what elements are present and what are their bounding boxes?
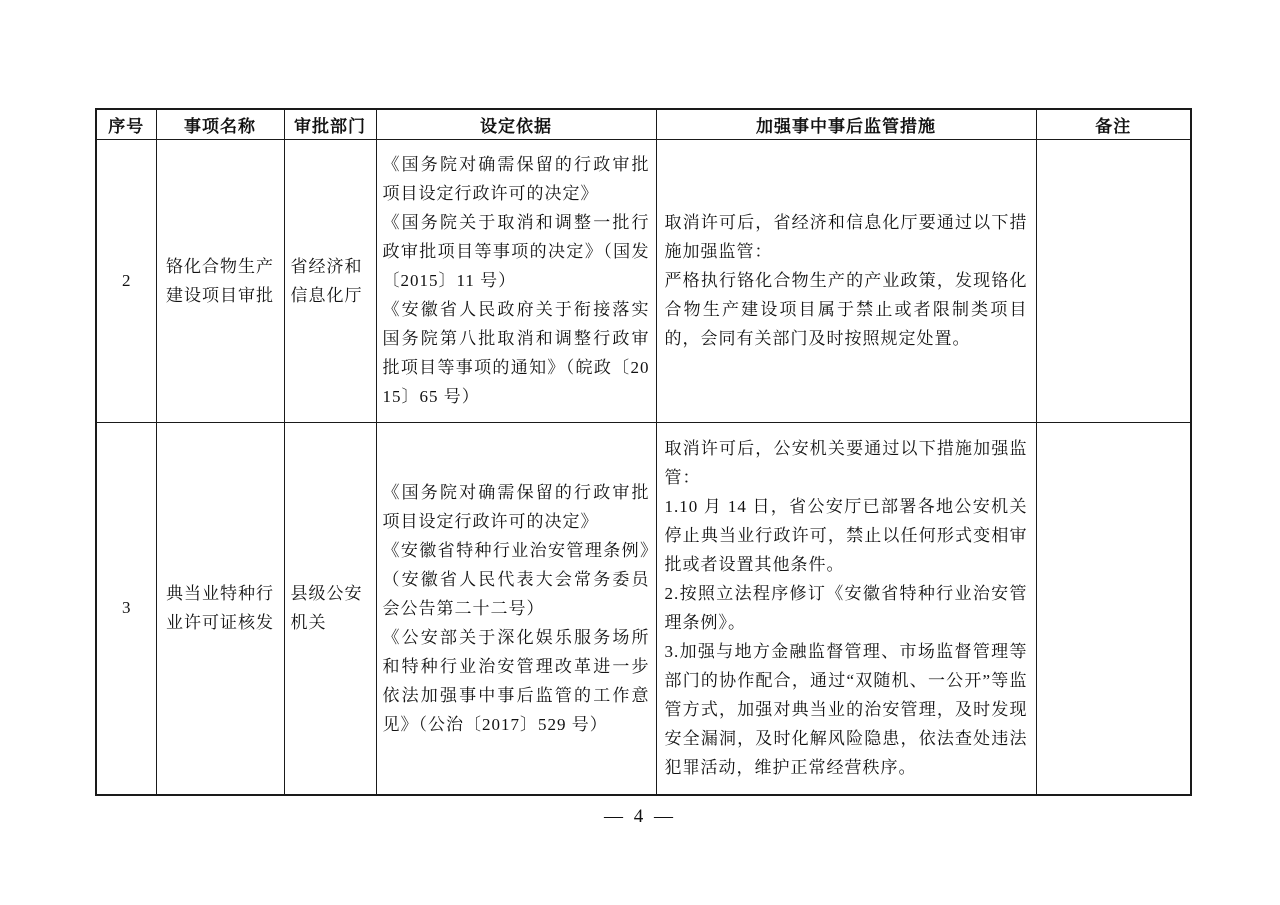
header-remark: 备注 [1036, 109, 1191, 139]
header-supervision-measures: 加强事中事后监管措施 [656, 109, 1036, 139]
basis-paragraph: 《安徽省特种行业治安管理条例》（安徽省人民代表大会常务委员会公告第二十二号） [382, 540, 650, 618]
cell-department: 县级公安机关 [284, 422, 376, 795]
cell-remark [1036, 139, 1191, 422]
cell-legal-basis [376, 139, 656, 422]
cell-item-name: 典当业特种行业许可证核发 [156, 422, 284, 795]
cell-seq: 3 [96, 422, 156, 795]
cell-remark [1036, 422, 1191, 795]
table-row [96, 139, 1191, 422]
cell-seq: 2 [96, 139, 156, 422]
measure-paragraph: 取消许可后，公安机关要通过以下措施加强监管： [664, 439, 1028, 488]
header-legal-basis: 设定依据 [376, 109, 656, 139]
header-department: 审批部门 [284, 109, 376, 139]
measure-paragraph: 1.10 月 14 日，省公安厅已部署各地公安机关停止典当业行政许可，禁止以任何形式变相审批或者设置其他条件。 [664, 497, 1028, 575]
table-row [96, 422, 1191, 795]
measure-paragraph: 严格执行铬化合物生产的产业政策，发现铬化合物生产建设项目属于禁止或者限制类项目的，会同有关部门及时按照规定处置。 [664, 271, 1028, 348]
header-item-name: 事项名称 [156, 109, 284, 139]
measure-paragraph: 2.按照立法程序修订《安徽省特种行业治安管理条例》。 [664, 584, 1028, 633]
basis-paragraph: 《公安部关于深化娱乐服务场所和特种行业治安管理改革进一步依法加强事中事后监管的工作意见》（公治〔2017〕529 号） [382, 627, 650, 734]
page-number: — 4 — [604, 806, 676, 827]
table-header-row [96, 109, 1191, 139]
basis-paragraph: 《国务院对确需保留的行政审批项目设定行政许可的决定》 [382, 482, 650, 531]
approval-items-table [95, 108, 1192, 796]
measure-paragraph: 取消许可后，省经济和信息化厅要通过以下措施加强监管： [664, 213, 1028, 261]
header-seq: 序号 [96, 109, 156, 139]
measure-paragraph: 3.加强与地方金融监督管理、市场监督管理等部门的协作配合，通过“双随机、一公开”等监管方式，加强对典当业的治安管理，及时发现安全漏洞，及时化解风险隐患，依法查处违法犯罪活动，维护正常经营秩序。 [664, 642, 1028, 778]
cell-item-name: 铬化合物生产建设项目审批 [156, 139, 284, 422]
cell-supervision-measures [656, 422, 1036, 795]
cell-supervision-measures [656, 139, 1036, 422]
basis-paragraph: 《国务院对确需保留的行政审批项目设定行政许可的决定》 [382, 155, 650, 203]
basis-paragraph: 《国务院关于取消和调整一批行政审批项目等事项的决定》（国发〔2015〕11 号） [382, 213, 650, 290]
cell-department: 省经济和信息化厅 [284, 139, 376, 422]
cell-legal-basis [376, 422, 656, 795]
basis-paragraph: 《安徽省人民政府关于衔接落实国务院第八批取消和调整行政审批项目等事项的通知》（皖政〔2015〕65 号） [382, 300, 650, 406]
